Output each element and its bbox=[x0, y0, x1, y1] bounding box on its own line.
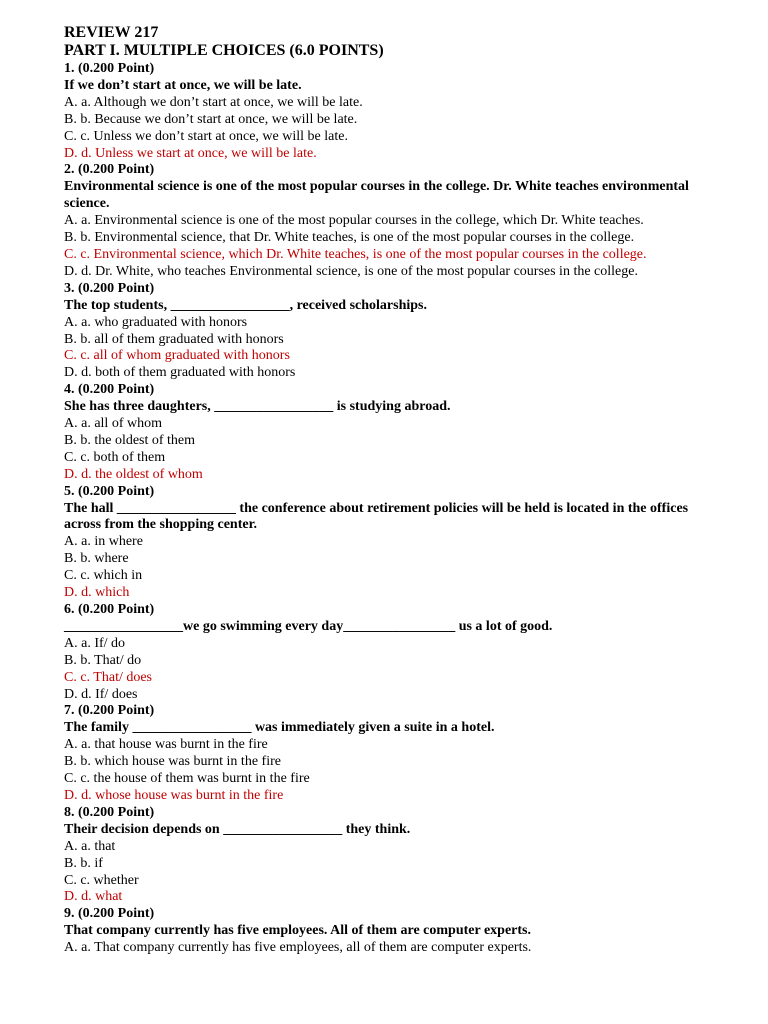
question-number: 3. (0.200 Point) bbox=[64, 280, 155, 296]
answer-option: A. a. that house was burnt in the fire bbox=[64, 737, 268, 753]
answer-option: A. a. that bbox=[64, 838, 116, 854]
answer-option: A. a. who graduated with honors bbox=[64, 314, 248, 330]
answer-option: D. d. both of them graduated with honors bbox=[64, 365, 296, 381]
answer-option-correct: C. c. Environmental science, which Dr. White teaches, is one of the most popular courses in the college. bbox=[64, 246, 647, 262]
question-stem: If we don’t start at once, we will be late. bbox=[64, 77, 302, 93]
answer-option-correct: D. d. whose house was burnt in the fire bbox=[64, 787, 284, 803]
answer-option: A. a. That company currently has five employees, all of them are computer experts. bbox=[64, 940, 532, 956]
document-page bbox=[64, 24, 704, 957]
answer-option: B. b. the oldest of them bbox=[64, 432, 196, 448]
question-stem: That company currently has five employees. All of them are computer experts. bbox=[64, 923, 531, 939]
question-stem: Their decision depends on _________________ they think. bbox=[64, 821, 411, 837]
answer-option: B. b. which house was burnt in the fire bbox=[64, 754, 281, 770]
answer-option-correct: D. d. which bbox=[64, 585, 130, 601]
answer-option: C. c. the house of them was burnt in the fire bbox=[64, 771, 310, 787]
question-number: 2. (0.200 Point) bbox=[64, 162, 155, 178]
question-stem: _________________we go swimming every day________________ us a lot of good. bbox=[64, 618, 553, 634]
part-title: PART I. MULTIPLE CHOICES (6.0 POINTS) bbox=[64, 42, 384, 59]
answer-option: D. d. Dr. White, who teaches Environmental science, is one of the most popular courses in the college. bbox=[64, 263, 638, 279]
question-number: 9. (0.200 Point) bbox=[64, 906, 155, 922]
answer-option-correct: D. d. Unless we start at once, we will be late. bbox=[64, 145, 317, 161]
question-number: 1. (0.200 Point) bbox=[64, 61, 155, 76]
question-number: 4. (0.200 Point) bbox=[64, 382, 155, 398]
answer-option: D. d. If/ does bbox=[64, 686, 138, 702]
question-number: 8. (0.200 Point) bbox=[64, 804, 155, 820]
question-stem: The top students, _________________, received scholarships. bbox=[64, 297, 427, 313]
answer-option-correct: D. d. the oldest of whom bbox=[64, 466, 203, 482]
answer-option: B. b. Because we don’t start at once, we will be late. bbox=[64, 111, 358, 127]
answer-option: A. a. Although we don’t start at once, we will be late. bbox=[64, 94, 363, 110]
question-block bbox=[64, 484, 704, 602]
question-block bbox=[64, 703, 704, 804]
question-number: 7. (0.200 Point) bbox=[64, 703, 155, 719]
answer-option: C. c. both of them bbox=[64, 449, 166, 465]
question-number: 6. (0.200 Point) bbox=[64, 602, 155, 617]
answer-option: A. a. in where bbox=[64, 534, 143, 550]
question-stem: She has three daughters, _________________ is studying abroad. bbox=[64, 399, 451, 415]
answer-option: B. b. That/ do bbox=[64, 652, 142, 668]
question-block bbox=[64, 61, 704, 162]
question-block bbox=[64, 805, 704, 906]
answer-option: A. a. Environmental science is one of the most popular courses in the college, which Dr. White teaches. bbox=[64, 213, 644, 229]
question-stem: The hall _________________ the conference about retirement policies will be held is located in the offices across from the shopping center. bbox=[64, 500, 689, 533]
answer-option: C. c. which in bbox=[64, 568, 143, 584]
question-block bbox=[64, 382, 704, 483]
question-stem: The family _________________ was immediately given a suite in a hotel. bbox=[64, 720, 495, 736]
question-block bbox=[64, 162, 704, 280]
answer-option-correct: C. c. That/ does bbox=[64, 669, 153, 685]
answer-option: B. b. all of them graduated with honors bbox=[64, 331, 284, 347]
answer-option: B. b. Environmental science, that Dr. White teaches, is one of the most popular courses in the college. bbox=[64, 230, 635, 246]
answer-option: B. b. where bbox=[64, 551, 129, 567]
answer-option: A. a. all of whom bbox=[64, 416, 162, 432]
document-title: REVIEW 217 bbox=[64, 24, 159, 41]
answer-option: A. a. If/ do bbox=[64, 635, 126, 651]
answer-option: B. b. if bbox=[64, 855, 103, 871]
answer-option-correct: C. c. all of whom graduated with honors bbox=[64, 348, 290, 364]
answer-option: C. c. whether bbox=[64, 872, 139, 888]
answer-option-correct: D. d. what bbox=[64, 889, 123, 905]
question-stem: Environmental science is one of the most popular courses in the college. Dr. White teaches environmental science. bbox=[64, 179, 689, 212]
question-number: 5. (0.200 Point) bbox=[64, 483, 155, 499]
question-block bbox=[64, 281, 704, 382]
question-block bbox=[64, 602, 704, 703]
question-list bbox=[64, 61, 704, 957]
answer-option: C. c. Unless we don’t start at once, we will be late. bbox=[64, 128, 348, 144]
question-block bbox=[64, 906, 704, 957]
